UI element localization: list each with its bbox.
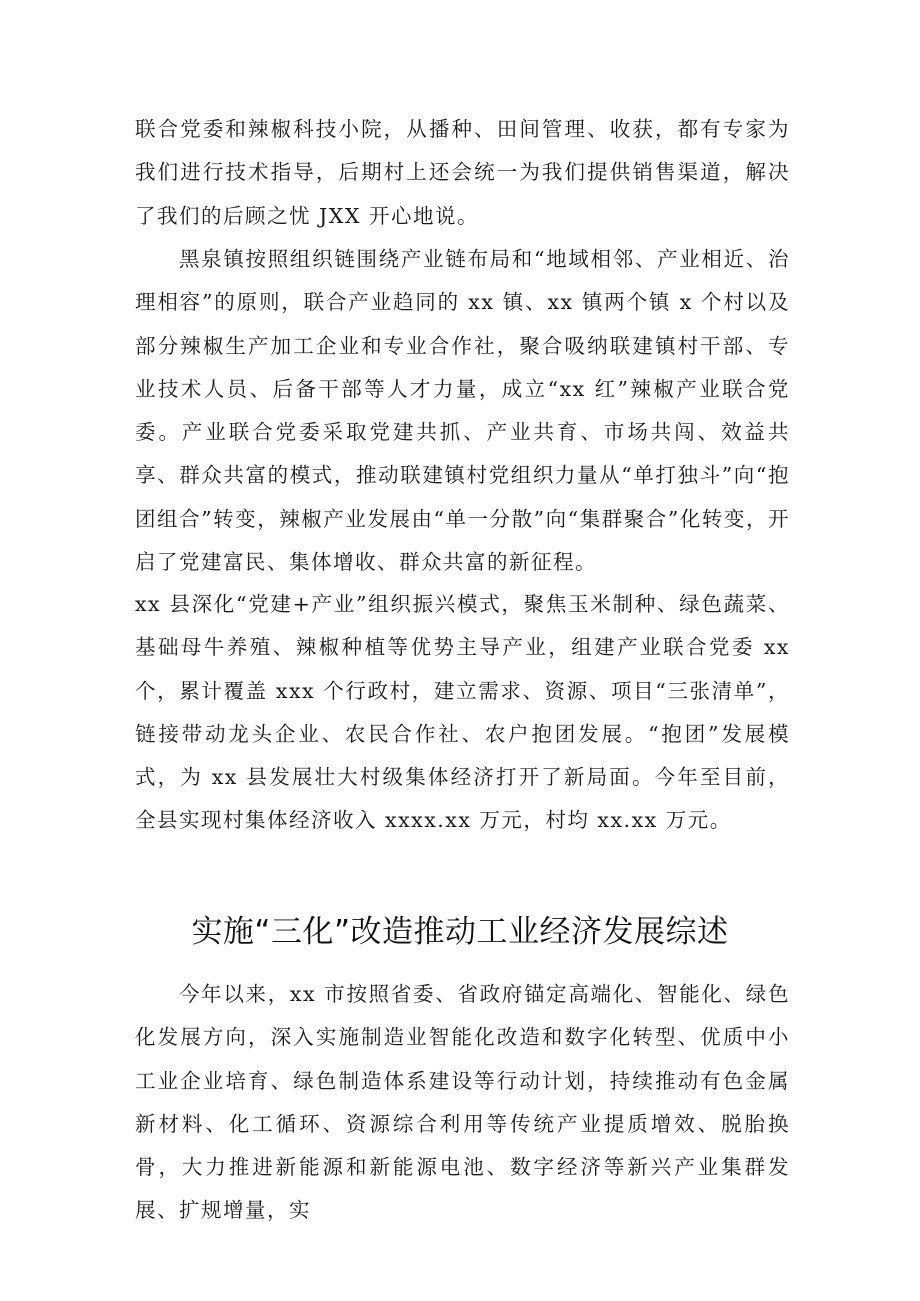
paragraph-industry-intro: 今年以来，xx 市按照省委、省政府锚定高端化、智能化、绿色化发展方向，深入实施制造业智能化改造和数字化转型、优质中小工业企业培育、绿色制造体系建设等行动计划，持续推动有色金属新材料、化工循环、资源综合利用等传统产业提质增效、脱胎换骨，大力推进新能源和新能源电池、数字经济等新兴产业集群发展、扩规增量，实: [135, 982, 790, 1223]
paragraph-quote-ending: 联合党委和辣椒科技小院，从播种、田间管理、收获，都有专家为我们进行技术指导，后期村上还会统一为我们提供销售渠道，解决了我们的后顾之忧 JXX 开心地说。: [135, 117, 790, 228]
section-heading: 实施“三化”改造推动工业经济发展综述: [191, 914, 729, 950]
paragraph-heiquan-town: 黑泉镇按照组织链围绕产业链布局和“地域相邻、产业相近、治理相容”的原则，联合产业趋同的 xx 镇、xx 镇两个镇 x 个村以及部分辣椒生产加工企业和专业合作社，聚合吸纳联建镇村干部、专业技术人员、后备干部等人才力量，成立“xx 红”辣椒产业联合党委。产业联合党委采取党建共抓、产业共育、市场共闯、效益共享、群众共富的模式，推动联建镇村党组织力量从“单打独斗”向“抱团组合”转变，辣椒产业发展由“单一分散”向“集群聚合”化转变，开启了党建富民、集体增收、群众共富的新征程。: [135, 247, 790, 575]
paragraph-county-model: xx 县深化“党建+产业”组织振兴模式，聚焦玉米制种、绿色蔬菜、基础母牛养殖、辣椒种植等优势主导产业，组建产业联合党委 xx 个，累计覆盖 xxx 个行政村，建立需求、资源、项目“三张清单”，链接带动龙头企业、农民合作社、农户抱团发展。“抱团”发展模式，为 xx 县发展壮大村级集体经济打开了新局面。今年至目前，全县实现村集体经济收入 xxxx.xx 万元，村均 xx.xx 万元。: [135, 592, 790, 833]
